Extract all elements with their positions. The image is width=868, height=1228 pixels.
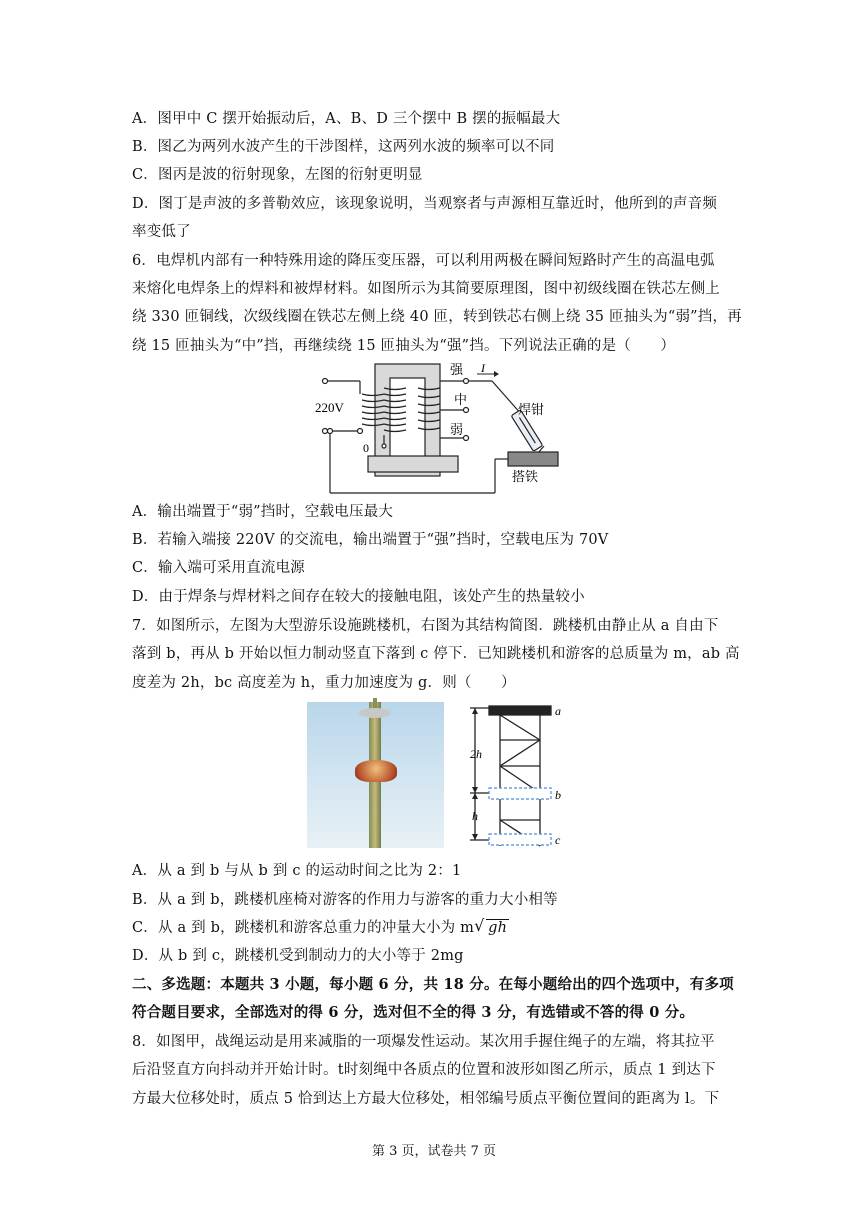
- q8-stem-2: 后沿竖直方向抖动并开始计时。t时刻绳中各质点的位置和波形如图乙所示，质点 1 到达下: [132, 1062, 716, 1078]
- q5-option-c: C．图丙是波的衍射现象，左图的衍射更明显: [132, 167, 423, 183]
- height-h-label: h: [472, 809, 478, 823]
- q7-option-a: A．从 a 到 b 与从 b 到 c 的运动时间之比为 2：1: [132, 863, 462, 879]
- input-voltage-label: 220V: [315, 400, 344, 415]
- q6-option-c: C．输入端可采用直流电源: [132, 560, 305, 576]
- section2-heading-1: 二、多选题：本题共 3 小题，每小题 6 分，共 18 分。在每小题给出的四个选项中，有多项: [132, 976, 734, 993]
- clamp-label: 焊钳: [518, 403, 545, 418]
- q6-stem-1: 6．电焊机内部有一种特殊用途的降压变压器，可以利用两极在瞬间短路时产生的高温电弧: [132, 253, 715, 269]
- q5-option-d-cont: 率变低了: [132, 224, 191, 240]
- point-b-label: b: [555, 788, 561, 802]
- q7-option-c: [132, 918, 509, 938]
- q5-option-a: A．图甲中 C 摆开始振动后，A、B、D 三个摆中 B 摆的振幅最大: [132, 111, 561, 127]
- sqrt-expression: √ gh: [474, 918, 509, 938]
- q6-option-b: B．若输入端接 220V 的交流电，输出端置于“强”挡时，空载电压为 70V: [132, 532, 609, 548]
- tap-weak-label: 弱: [450, 423, 464, 438]
- q5-option-b: B．图乙为两列水波产生的干涉图样，这两列水波的频率可以不同: [132, 139, 555, 155]
- section2-heading-2: 符合题目要求，全部选对的得 6 分，选对但不全的得 3 分，有选错或不答的得 0 分。: [132, 1004, 695, 1021]
- transformer-diagram: [300, 360, 570, 500]
- q5-option-d: D．图丁是声波的多普勒效应，该现象说明，当观察者与声源相互靠近时，他所到的声音频: [132, 196, 718, 212]
- height-2h-label: 2h: [470, 747, 482, 761]
- tap-medium-label: 中: [454, 393, 468, 408]
- zero-label: 0: [363, 441, 369, 455]
- point-a-label: a: [555, 704, 561, 718]
- q7-option-d: D．从 b 到 c，跳楼机受到制动力的大小等于 2mg: [132, 948, 464, 964]
- q7-stem-2: 落到 b，再从 b 开始以恒力制动竖直下落到 c 停下．已知跳楼机和游客的总质量为 m，ab 高: [132, 646, 740, 662]
- q8-stem-3: 方最大位移处时，质点 5 恰到达上方最大位移处，相邻编号质点平衡位置间的距离为 l。下: [132, 1091, 720, 1107]
- q7-stem-1: 7．如图所示，左图为大型游乐设施跳楼机，右图为其结构简图．跳楼机由静止从 a 自由下: [132, 618, 719, 634]
- q6-stem-2: 来熔化电焊条上的焊料和被焊材料。如图所示为其简要原理图，图中初级线圈在铁芯左侧上: [132, 281, 720, 297]
- current-label: I: [481, 361, 485, 375]
- q6-stem-4: 绕 15 匝抽头为“中”挡，再继续绕 15 匝抽头为“强”挡。下列说法正确的是（ ）: [132, 338, 676, 354]
- q6-stem-3: 绕 330 匝铜线，次级线圈在铁芯左侧上绕 40 匝，转到铁芯右侧上绕 35 匝抽头为“弱”挡，再: [132, 309, 742, 325]
- q6-option-a: A．输出端置于“弱”挡时，空载电压最大: [132, 504, 394, 520]
- q7-option-c-text: C．从 a 到 b，跳楼机和游客总重力的冲量大小为 m: [132, 920, 475, 936]
- page-footer: 第 3 页，试卷共 7 页: [371, 1144, 497, 1159]
- q7-option-b: B．从 a 到 b，跳楼机座椅对游客的作用力与游客的重力大小相等: [132, 892, 558, 908]
- drop-tower-structure-diagram: [460, 700, 570, 852]
- q8-stem-1: 8．如图甲，战绳运动是用来减脂的一项爆发性运动。某次用手握住绳子的左端，将其拉平: [132, 1034, 715, 1050]
- iron-label: 搭铁: [512, 470, 539, 485]
- tap-strong-label: 强: [450, 363, 464, 378]
- q6-option-d: D．由于焊条与焊材料之间存在较大的接触电阻，该处产生的热量较小: [132, 589, 585, 605]
- q7-stem-3: 度差为 2h，bc 高度差为 h，重力加速度为 g．则（ ）: [132, 675, 516, 691]
- drop-tower-photo: [307, 702, 444, 848]
- point-c-label: c: [555, 833, 561, 847]
